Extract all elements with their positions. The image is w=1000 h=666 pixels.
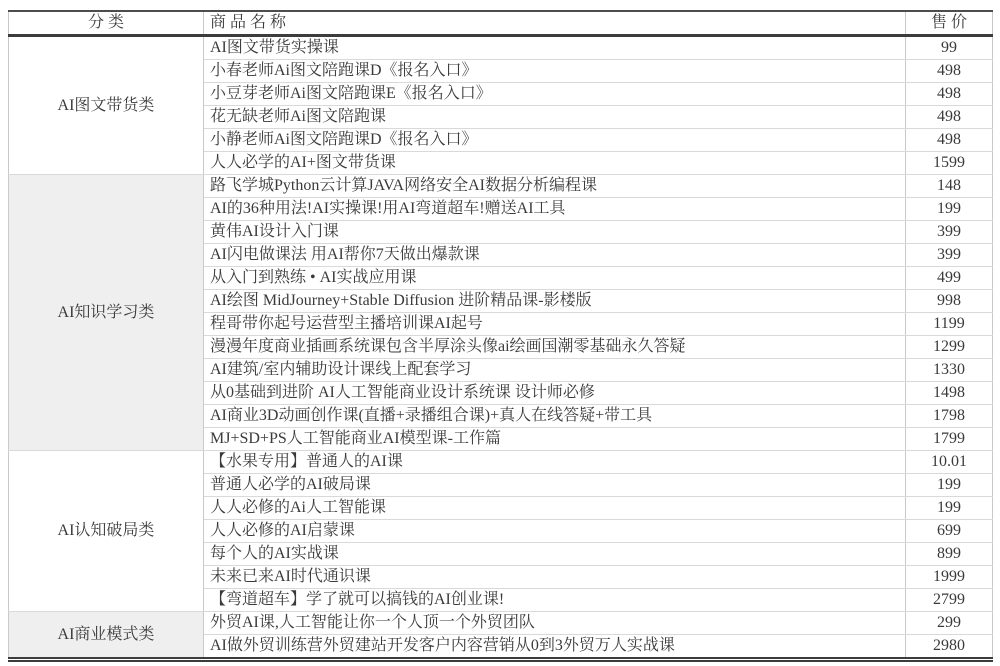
price-cell: 1498 xyxy=(906,382,993,405)
price-cell: 1799 xyxy=(906,428,993,451)
product-name-cell: 花无缺老师Ai图文陪跑课 xyxy=(204,106,906,129)
price-cell: 1798 xyxy=(906,405,993,428)
product-name-cell: 人人必修的AI启蒙课 xyxy=(204,520,906,543)
product-name-cell: 人人必修的Ai人工智能课 xyxy=(204,497,906,520)
product-name-cell: AI图文带货实操课 xyxy=(204,36,906,60)
product-name-cell: MJ+SD+PS人工智能商业AI模型课-工作篇 xyxy=(204,428,906,451)
table-body xyxy=(9,36,993,660)
header-price: 售 价 xyxy=(906,11,993,36)
product-name-cell: AI建筑/室内辅助设计课线上配套学习 xyxy=(204,359,906,382)
category-cell: AI图文带货类 xyxy=(9,36,204,175)
price-cell: 2980 xyxy=(906,635,993,660)
table-row xyxy=(9,36,993,60)
category-cell: AI认知破局类 xyxy=(9,451,204,612)
product-name-cell: AI做外贸训练营外贸建站开发客户内容营销从0到3外贸万人实战课 xyxy=(204,635,906,660)
price-cell: 199 xyxy=(906,198,993,221)
product-name-cell: 普通人必学的AI破局课 xyxy=(204,474,906,497)
price-cell: 1199 xyxy=(906,313,993,336)
price-cell: 699 xyxy=(906,520,993,543)
course-price-table xyxy=(8,10,993,662)
product-name-cell: AI绘图 MidJourney+Stable Diffusion 进阶精品课-影楼版 xyxy=(204,290,906,313)
product-name-cell: 外贸AI课,人工智能让你一个人顶一个外贸团队 xyxy=(204,612,906,635)
product-name-cell: AI的36种用法!AI实操课!用AI弯道超车!赠送AI工具 xyxy=(204,198,906,221)
price-cell: 498 xyxy=(906,106,993,129)
product-name-cell: 未来已来AI时代通识课 xyxy=(204,566,906,589)
price-cell: 2799 xyxy=(906,589,993,612)
product-name-cell: 人人必学的AI+图文带货课 xyxy=(204,152,906,175)
price-cell: 199 xyxy=(906,497,993,520)
price-cell: 1299 xyxy=(906,336,993,359)
price-cell: 498 xyxy=(906,83,993,106)
category-cell: AI商业模式类 xyxy=(9,612,204,660)
price-cell: 199 xyxy=(906,474,993,497)
price-cell: 899 xyxy=(906,543,993,566)
product-name-cell: 黄伟AI设计入门课 xyxy=(204,221,906,244)
header-row xyxy=(9,11,993,36)
product-name-cell: 【水果专用】普通人的AI课 xyxy=(204,451,906,474)
price-cell: 399 xyxy=(906,244,993,267)
product-name-cell: 小春老师Ai图文陪跑课D《报名入口》 xyxy=(204,60,906,83)
category-cell: AI知识学习类 xyxy=(9,175,204,451)
product-name-cell: 小静老师Ai图文陪跑课D《报名入口》 xyxy=(204,129,906,152)
price-cell: 148 xyxy=(906,175,993,198)
price-cell: 299 xyxy=(906,612,993,635)
product-name-cell: 路飞学城Python云计算JAVA网络安全AI数据分析编程课 xyxy=(204,175,906,198)
price-cell: 1599 xyxy=(906,152,993,175)
price-cell: 10.01 xyxy=(906,451,993,474)
product-name-cell: 从入门到熟练 • AI实战应用课 xyxy=(204,267,906,290)
price-cell: 399 xyxy=(906,221,993,244)
product-name-cell: 小豆芽老师Ai图文陪跑课E《报名入口》 xyxy=(204,83,906,106)
price-cell: 99 xyxy=(906,36,993,60)
header-product-name: 商 品 名 称 xyxy=(204,11,906,36)
price-cell: 1330 xyxy=(906,359,993,382)
product-name-cell: 每个人的AI实战课 xyxy=(204,543,906,566)
product-name-cell: 漫漫年度商业插画系统课包含半厚涂头像ai绘画国潮零基础永久答疑 xyxy=(204,336,906,359)
table-row xyxy=(9,612,993,635)
product-name-cell: 从0基础到进阶 AI人工智能商业设计系统课 设计师必修 xyxy=(204,382,906,405)
product-name-cell: 【弯道超车】学了就可以搞钱的AI创业课! xyxy=(204,589,906,612)
price-cell: 998 xyxy=(906,290,993,313)
header-category: 分 类 xyxy=(9,11,204,36)
price-cell: 498 xyxy=(906,60,993,83)
table-row xyxy=(9,451,993,474)
price-cell: 499 xyxy=(906,267,993,290)
product-name-cell: AI商业3D动画创作课(直播+录播组合课)+真人在线答疑+带工具 xyxy=(204,405,906,428)
product-name-cell: AI闪电做课法 用AI帮你7天做出爆款课 xyxy=(204,244,906,267)
table-row xyxy=(9,175,993,198)
price-cell: 1999 xyxy=(906,566,993,589)
table-header xyxy=(9,11,993,36)
price-cell: 498 xyxy=(906,129,993,152)
product-name-cell: 程哥带你起号运营型主播培训课AI起号 xyxy=(204,313,906,336)
